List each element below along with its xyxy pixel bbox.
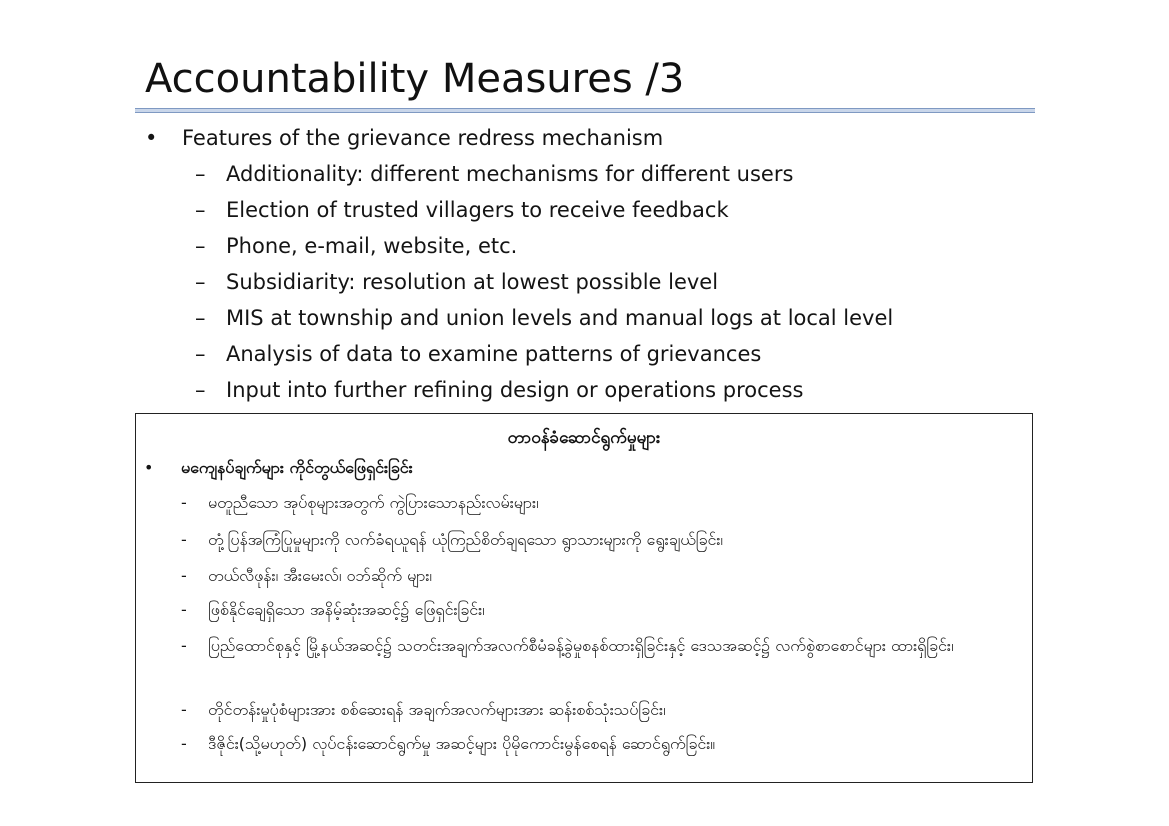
dash-marker: – [195,378,206,402]
sub-item-text: ပြည်ထောင်စုနှင့် မြို့နယ်အဆင့်၌ သတင်းအချက်အလက်စီမံခန့်ခွဲမှုစနစ်ထားရှိခြင်းနှင့် ဒေသအဆင့်၌ လက်စွဲစာစောင်များ ထားရှိခြင်း၊ [208,636,954,655]
dash-marker: – [195,342,206,366]
dash-marker: – [195,198,206,222]
sub-item-text: Subsidiarity: resolution at lowest possible level [226,270,719,294]
dash-marker: - [181,530,187,549]
title-divider [135,108,1035,113]
bullet-marker: • [145,126,158,150]
dash-marker: - [181,566,187,585]
sub-item-text: တိုင်တန်းမှုပုံစံများအား စစ်ဆေးရန် အချက်အလက်များအား ဆန်းစစ်သုံးသပ်ခြင်း၊ [208,700,666,719]
myanmar-heading: မကျေနပ်ချက်များ ကိုင်တွယ်ဖြေရှင်းခြင်း [181,458,413,477]
dash-marker: - [181,636,187,655]
dash-marker: - [181,700,187,719]
dash-marker: – [195,234,206,258]
box-title: တာဝန်ခံဆောင်ရွက်မှုများ [507,428,661,448]
dash-marker: – [195,162,206,186]
sub-item-text: ဒီဇိုင်း(သို့မဟုတ်) လုပ်ငန်းဆောင်ရွက်မှု အဆင့်များ ပိုမိုကောင်းမွန်စေရန် ဆောင်ရွက်ခြင်း။ [208,734,716,753]
sub-item-text: MIS at township and union levels and manual logs at local level [226,306,894,330]
sub-item-text: တယ်လီဖုန်း၊ အီးမေးလ်၊ ဝဘ်ဆိုက် များ၊ [208,566,432,585]
sub-item-text: Analysis of data to examine patterns of grievances [226,342,762,366]
myanmar-translation-box [135,413,1033,783]
sub-item-text: တုံ့ပြန်အကြံပြုမှုများကို လက်ခံရယူရန် ယုံကြည်စိတ်ချရသော ရွာသားများကို ရွေးချယ်ခြင်း၊ [208,530,723,549]
slide-title: Accountability Measures /3 [145,56,685,102]
dash-marker: – [195,306,206,330]
bullet-marker: • [144,458,154,477]
sub-item-text: Election of trusted villagers to receive feedback [226,198,729,222]
bullet-heading: Features of the grievance redress mechanism [182,126,664,150]
sub-item-text: Phone, e-mail, website, etc. [226,234,518,258]
sub-item-text: ဖြစ်နိုင်ချေရှိသော အနိမ့်ဆုံးအဆင့်၌ ဖြေရှင်းခြင်း၊ [208,600,485,619]
dash-marker: - [181,600,187,619]
dash-marker: - [181,493,187,512]
dash-marker: - [181,734,187,753]
sub-item-text: မတူညီသော အုပ်စုများအတွက် ကွဲပြားသောနည်းလမ်းများ၊ [208,493,539,512]
sub-item-text: Additionality: different mechanisms for different users [226,162,794,186]
sub-item-text: Input into further refining design or operations process [226,378,804,402]
dash-marker: – [195,270,206,294]
